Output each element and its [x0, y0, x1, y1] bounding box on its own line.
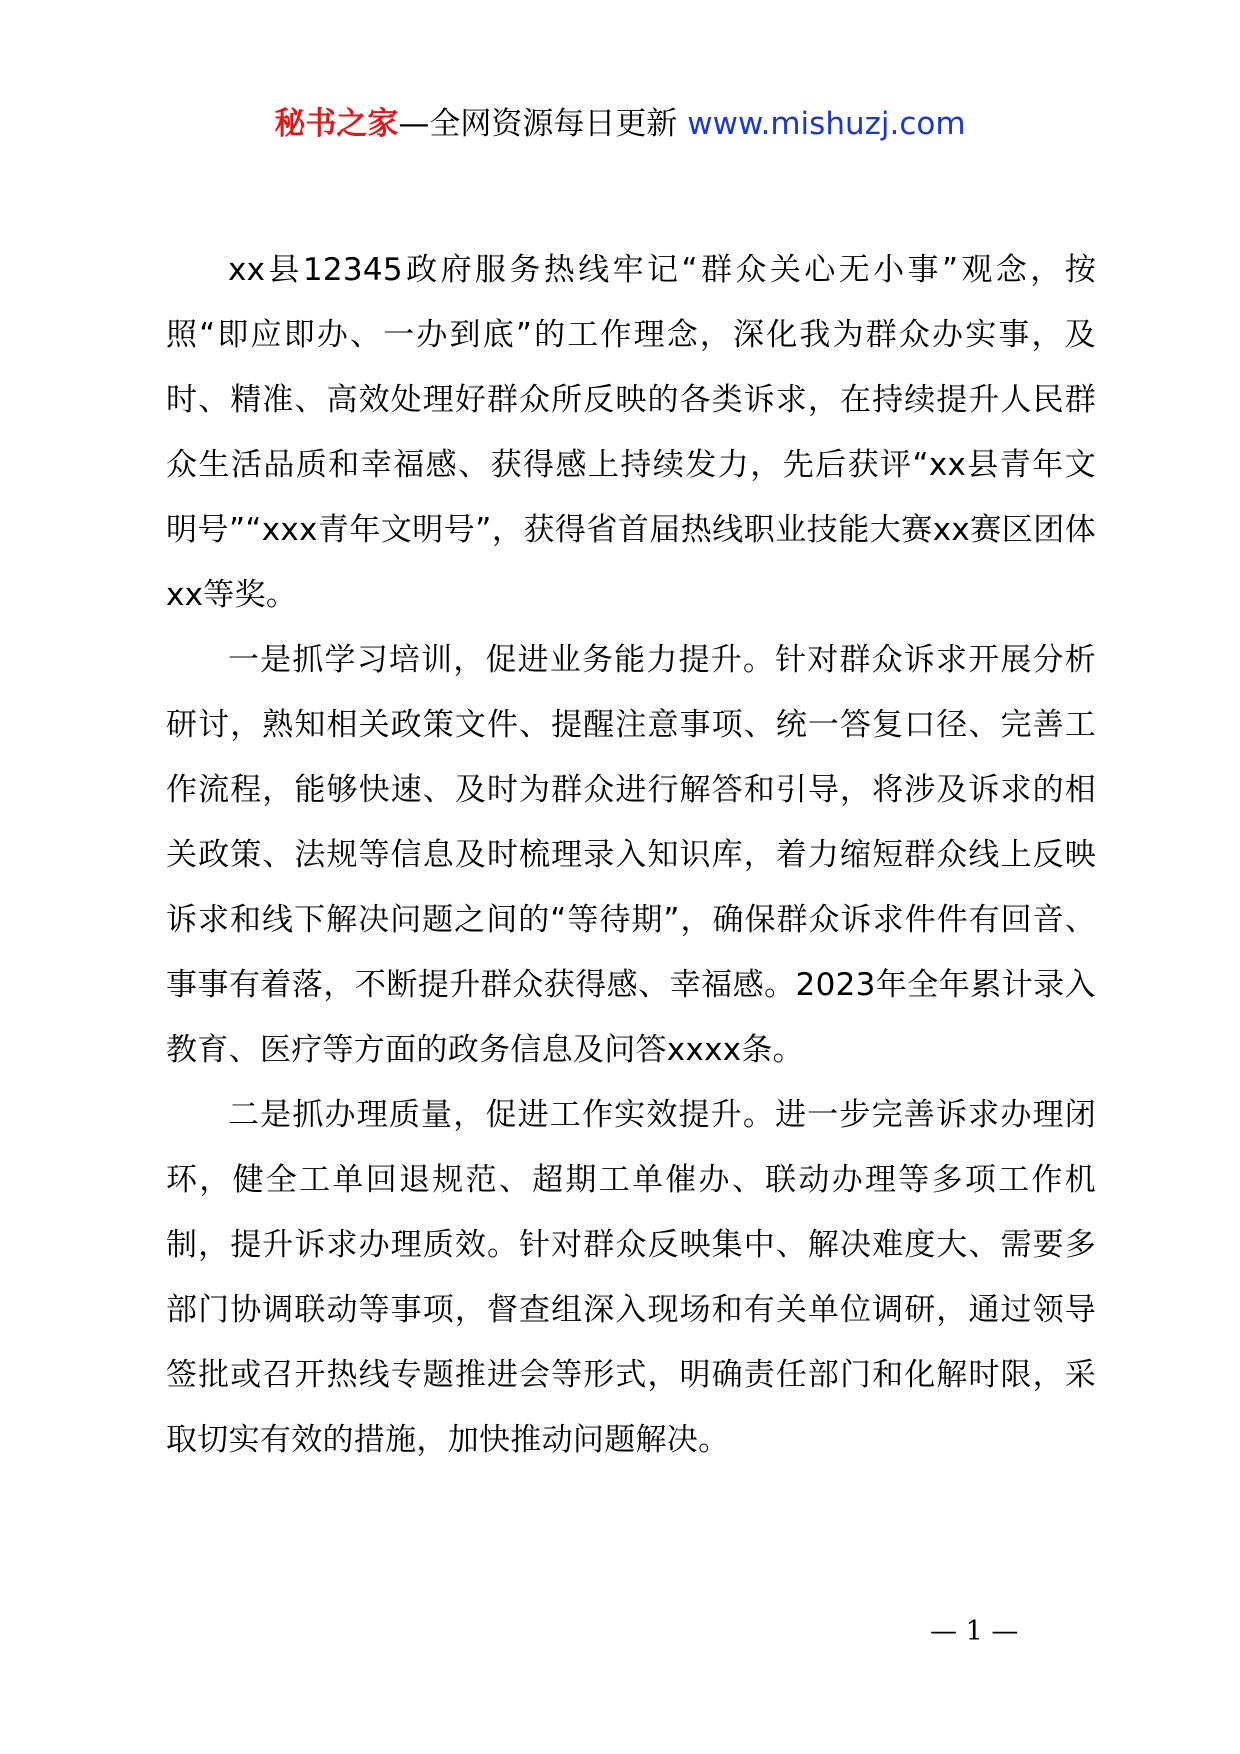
paragraph-handling-quality: 二是抓办理质量，促进工作实效提升。进一步完善诉求办理闭环，健全工单回退规范、超期工单催办、联动办理等多项工作机制，提升诉求办理质效。针对群众反映集中、解决难度大、需要多部门协调联动等事项，督查组深入现场和有关单位调研，通过领导签批或召开热线专题推进会等形式，明确责任部门和化解时限，采取切实有效的措施，加快推动问题解决。	[166, 1097, 1096, 1458]
page-header	[0, 102, 1240, 146]
site-url-link[interactable]: www.mishuzj.com	[687, 106, 966, 142]
paragraph-intro: xx县12345政府服务热线牢记“群众关心无小事”观念，按照“即应即办、一办到底”的工作理念，深化我为群众办实事，及时、精准、高效处理好群众所反映的各类诉求，在持续提升人民群众生活品质和幸福感、获得感上持续发力，先后获评“xx县青年文明号”“xxx青年文明号”，获得省首届热线职业技能大赛xx赛区团体xx等奖。	[166, 252, 1096, 613]
paragraph-study-training: 一是抓学习培训，促进业务能力提升。针对群众诉求开展分析研讨，熟知相关政策文件、提醒注意事项、统一答复口径、完善工作流程，能够快速、及时为群众进行解答和引导，将涉及诉求的相关政策、法规等信息及时梳理录入知识库，着力缩短群众线上反映诉求和线下解决问题之间的“等待期”，确保群众诉求件件有回音、事事有着落，不断提升群众获得感、幸福感。2023年全年累计录入教育、医疗等方面的政务信息及问答xxxx条。	[166, 642, 1096, 1068]
brand-name: 秘书之家	[274, 106, 399, 142]
document-body	[166, 238, 1096, 1473]
header-tagline: —全网资源每日更新	[398, 106, 688, 142]
page-number: — 1 —	[930, 1616, 1019, 1647]
